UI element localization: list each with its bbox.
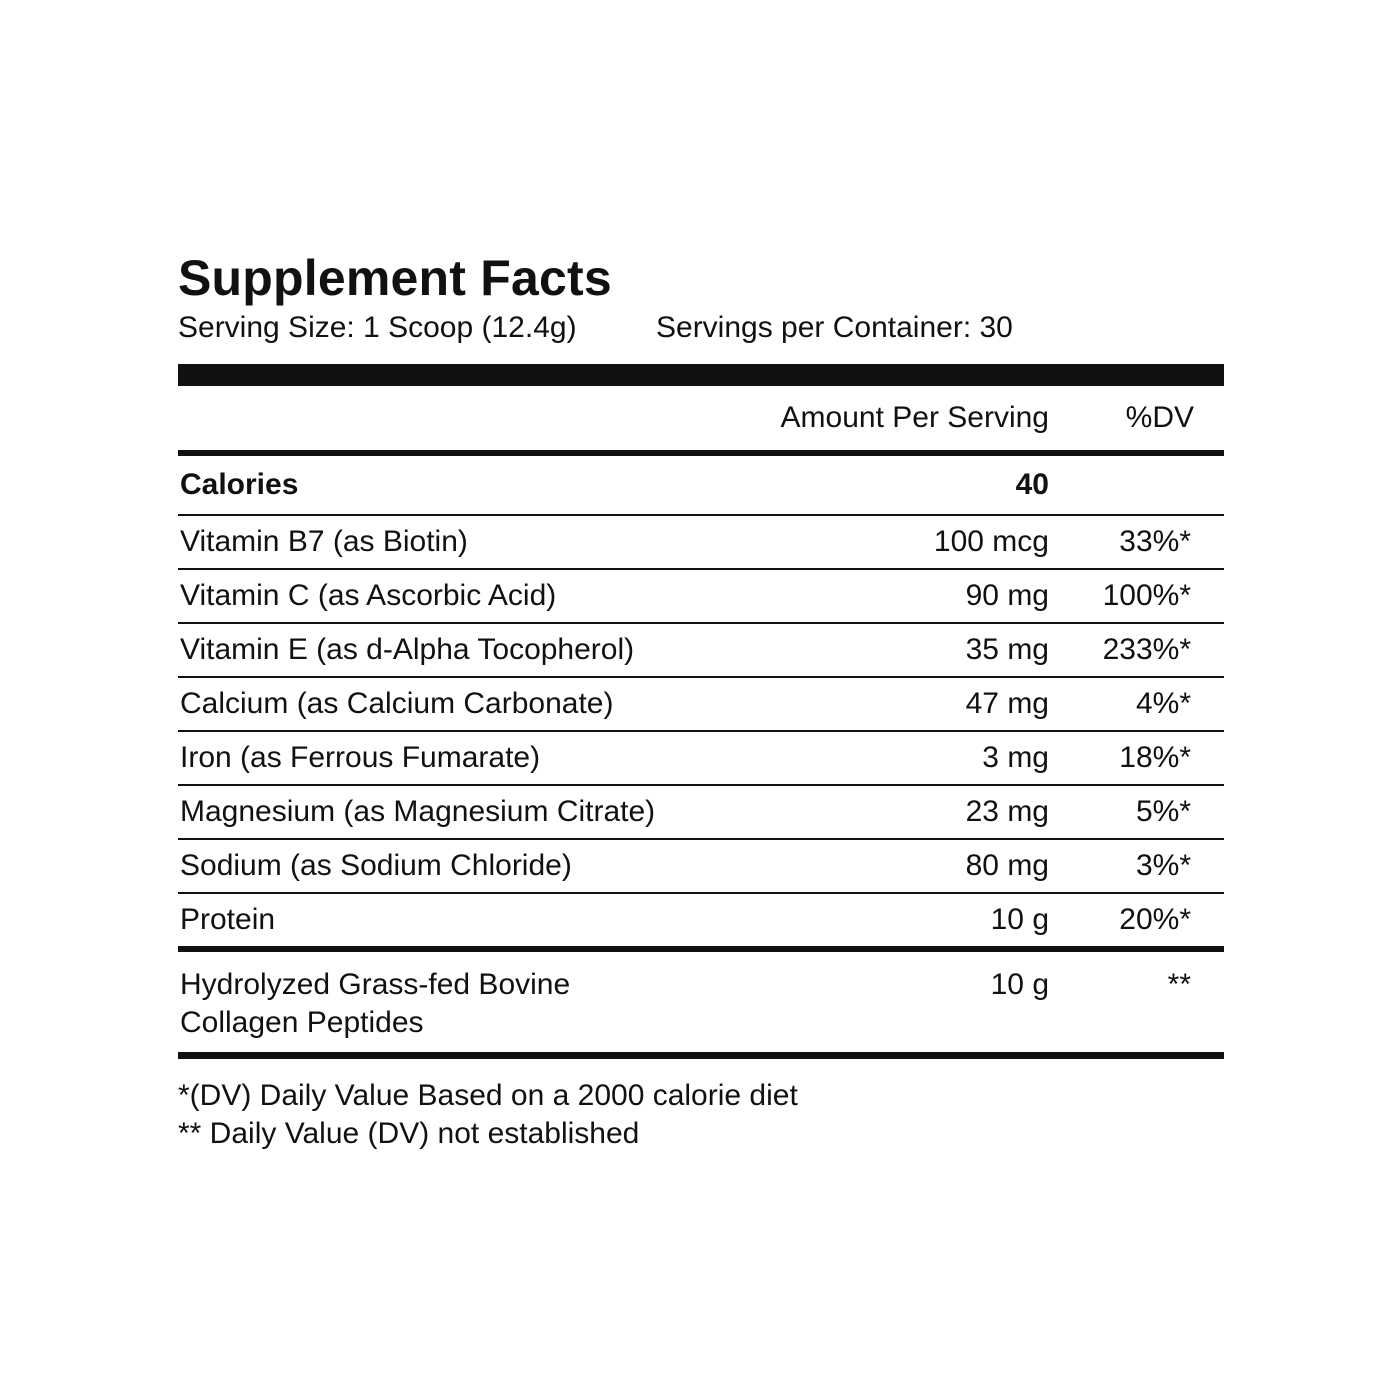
nutrient-row bbox=[178, 516, 1224, 568]
nutrient-name: Vitamin E (as d-Alpha Tocopherol) bbox=[180, 633, 635, 666]
collagen-row bbox=[178, 952, 1224, 1052]
footnote-not-established: ** Daily Value (DV) not established bbox=[178, 1117, 640, 1150]
nutrient-dv: 4%* bbox=[1135, 687, 1191, 720]
collagen-dv: ** bbox=[1167, 968, 1191, 1001]
nutrient-dv: 33%* bbox=[1119, 525, 1191, 558]
panel-title: Supplement Facts bbox=[178, 250, 612, 306]
servings-per-container: Servings per Container: 30 bbox=[656, 311, 1013, 344]
nutrient-row bbox=[178, 894, 1224, 946]
nutrient-dv: 5%* bbox=[1135, 795, 1191, 828]
nutrient-amount: 100 mcg bbox=[933, 525, 1049, 558]
nutrient-dv: 20%* bbox=[1119, 903, 1191, 936]
nutrient-row bbox=[178, 570, 1224, 622]
nutrient-row bbox=[178, 624, 1224, 676]
thick-divider bbox=[178, 364, 1224, 386]
footnote-dv: *(DV) Daily Value Based on a 2000 calorie diet bbox=[178, 1079, 798, 1112]
nutrient-row bbox=[178, 786, 1224, 838]
serving-size: Serving Size: 1 Scoop (12.4g) bbox=[178, 311, 577, 344]
nutrient-dv: 18%* bbox=[1119, 741, 1191, 774]
bottom-divider bbox=[178, 1052, 1224, 1059]
nutrient-amount: 10 g bbox=[990, 903, 1049, 936]
column-header-row bbox=[178, 386, 1224, 450]
collagen-amount: 10 g bbox=[990, 968, 1049, 1001]
nutrient-row bbox=[178, 732, 1224, 784]
nutrient-name: Vitamin C (as Ascorbic Acid) bbox=[180, 579, 557, 612]
collagen-name: Hydrolyzed Grass-fed Bovine Collagen Peptides bbox=[180, 968, 571, 1039]
serving-info bbox=[178, 308, 1224, 348]
nutrient-amount: 47 mg bbox=[965, 687, 1049, 720]
nutrient-dv: 233%* bbox=[1102, 633, 1191, 666]
nutrient-amount: 3 mg bbox=[982, 741, 1049, 774]
nutrient-amount: 23 mg bbox=[965, 795, 1049, 828]
nutrient-amount: 80 mg bbox=[965, 849, 1049, 882]
nutrient-amount: 35 mg bbox=[965, 633, 1049, 666]
supplement-facts-panel bbox=[178, 250, 1224, 1153]
amount-header: Amount Per Serving bbox=[780, 401, 1049, 434]
nutrient-name: Sodium (as Sodium Chloride) bbox=[180, 849, 572, 882]
nutrient-name: Vitamin B7 (as Biotin) bbox=[180, 525, 468, 558]
nutrient-amount: 90 mg bbox=[965, 579, 1049, 612]
nutrient-name: Iron (as Ferrous Fumarate) bbox=[180, 741, 541, 774]
nutrient-row bbox=[178, 678, 1224, 730]
nutrient-dv: 3%* bbox=[1135, 849, 1191, 882]
nutrient-name: Protein bbox=[180, 903, 276, 936]
nutrient-name: Calcium (as Calcium Carbonate) bbox=[180, 687, 614, 720]
nutrient-dv: 100%* bbox=[1102, 579, 1191, 612]
footnotes bbox=[178, 1077, 1224, 1153]
calories-row bbox=[178, 456, 1224, 514]
calories-amount: 40 bbox=[1015, 468, 1049, 501]
nutrient-row bbox=[178, 840, 1224, 892]
nutrient-name: Magnesium (as Magnesium Citrate) bbox=[180, 795, 656, 828]
dv-header: %DV bbox=[1125, 401, 1194, 434]
calories-label: Calories bbox=[180, 468, 299, 501]
